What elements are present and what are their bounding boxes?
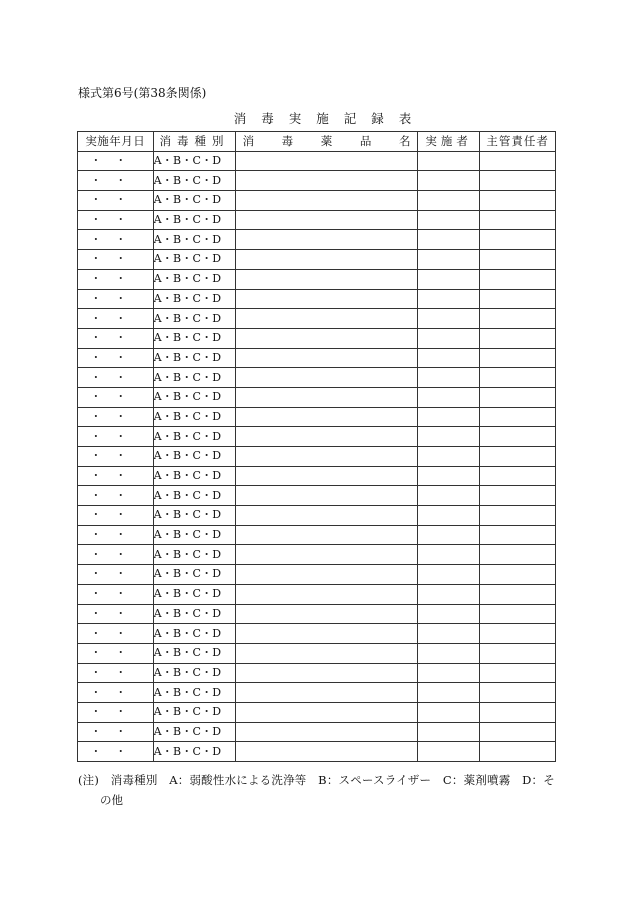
manager-cell[interactable] [480, 447, 556, 467]
type-cell[interactable]: A・B・C・D [153, 584, 236, 604]
manager-cell[interactable] [480, 407, 556, 427]
type-cell[interactable]: A・B・C・D [153, 702, 236, 722]
agent-cell[interactable] [236, 506, 418, 526]
manager-cell[interactable] [480, 525, 556, 545]
type-cell[interactable]: A・B・C・D [153, 368, 236, 388]
agent-cell[interactable] [236, 702, 418, 722]
agent-cell[interactable] [236, 427, 418, 447]
date-cell[interactable]: ・・ [78, 328, 154, 348]
date-cell[interactable]: ・・ [78, 368, 154, 388]
table-row [78, 427, 556, 447]
date-cell[interactable]: ・・ [78, 427, 154, 447]
table-row [78, 171, 556, 191]
agent-cell[interactable] [236, 151, 418, 171]
type-cell[interactable]: A・B・C・D [153, 604, 236, 624]
table-row [78, 328, 556, 348]
date-cell[interactable]: ・・ [78, 151, 154, 171]
type-cell[interactable]: A・B・C・D [153, 683, 236, 703]
agent-cell[interactable] [236, 210, 418, 230]
date-cell[interactable]: ・・ [78, 348, 154, 368]
type-cell[interactable]: A・B・C・D [153, 742, 236, 762]
agent-cell[interactable] [236, 447, 418, 467]
agent-cell[interactable] [236, 269, 418, 289]
table-header-row [78, 132, 556, 152]
table-row [78, 368, 556, 388]
type-cell[interactable]: A・B・C・D [153, 663, 236, 683]
agent-cell[interactable] [236, 683, 418, 703]
person-cell[interactable] [417, 387, 480, 407]
type-cell[interactable]: A・B・C・D [153, 486, 236, 506]
agent-cell[interactable] [236, 604, 418, 624]
agent-cell[interactable] [236, 230, 418, 250]
manager-cell[interactable] [480, 328, 556, 348]
agent-cell[interactable] [236, 368, 418, 388]
type-cell[interactable]: A・B・C・D [153, 722, 236, 742]
agent-cell[interactable] [236, 191, 418, 211]
table-row [78, 565, 556, 585]
manager-cell[interactable] [480, 565, 556, 585]
manager-cell[interactable] [480, 466, 556, 486]
type-cell[interactable]: A・B・C・D [153, 506, 236, 526]
manager-cell[interactable] [480, 683, 556, 703]
agent-cell[interactable] [236, 328, 418, 348]
table-row [78, 466, 556, 486]
manager-cell[interactable] [480, 584, 556, 604]
date-cell[interactable]: ・・ [78, 486, 154, 506]
person-cell[interactable] [417, 447, 480, 467]
manager-cell[interactable] [480, 604, 556, 624]
manager-cell[interactable] [480, 269, 556, 289]
type-cell[interactable]: A・B・C・D [153, 328, 236, 348]
table-row [78, 742, 556, 762]
type-cell[interactable]: A・B・C・D [153, 447, 236, 467]
table-row [78, 447, 556, 467]
footnote-line-1: (注) 消毒種別 A：弱酸性水による洗浄等 B：スペースライザー C：薬剤噴霧 D：そ [78, 773, 555, 787]
type-cell[interactable]: A・B・C・D [153, 545, 236, 565]
manager-cell[interactable] [480, 742, 556, 762]
table-row [78, 210, 556, 230]
agent-cell[interactable] [236, 545, 418, 565]
date-cell[interactable]: ・・ [78, 269, 154, 289]
person-cell[interactable] [417, 486, 480, 506]
table-row [78, 545, 556, 565]
table-row [78, 624, 556, 644]
form-number: 様式第6号(第38条関係) [78, 86, 207, 100]
agent-cell[interactable] [236, 643, 418, 663]
table-row [78, 407, 556, 427]
table-row [78, 643, 556, 663]
table-row [78, 506, 556, 526]
manager-cell[interactable] [480, 191, 556, 211]
agent-cell[interactable] [236, 722, 418, 742]
manager-cell[interactable] [480, 368, 556, 388]
manager-cell[interactable] [480, 171, 556, 191]
table-row [78, 722, 556, 742]
header-date: 実施年月日 [78, 132, 154, 152]
agent-cell[interactable] [236, 565, 418, 585]
person-cell[interactable] [417, 348, 480, 368]
manager-cell[interactable] [480, 210, 556, 230]
agent-cell[interactable] [236, 171, 418, 191]
type-cell[interactable]: A・B・C・D [153, 643, 236, 663]
table-row [78, 191, 556, 211]
person-cell[interactable] [417, 624, 480, 644]
date-cell[interactable]: ・・ [78, 722, 154, 742]
person-cell[interactable] [417, 643, 480, 663]
person-cell[interactable] [417, 604, 480, 624]
manager-cell[interactable] [480, 250, 556, 270]
person-cell[interactable] [417, 269, 480, 289]
person-cell[interactable] [417, 289, 480, 309]
manager-cell[interactable] [480, 348, 556, 368]
person-cell[interactable] [417, 250, 480, 270]
type-cell[interactable]: A・B・C・D [153, 427, 236, 447]
agent-cell[interactable] [236, 250, 418, 270]
table-body [78, 151, 556, 761]
type-cell[interactable]: A・B・C・D [153, 250, 236, 270]
table-row [78, 309, 556, 329]
date-cell[interactable]: ・・ [78, 643, 154, 663]
manager-cell[interactable] [480, 722, 556, 742]
table-row [78, 663, 556, 683]
person-cell[interactable] [417, 210, 480, 230]
table-row [78, 151, 556, 171]
type-cell[interactable]: A・B・C・D [153, 407, 236, 427]
type-cell[interactable]: A・B・C・D [153, 230, 236, 250]
manager-cell[interactable] [480, 387, 556, 407]
agent-cell[interactable] [236, 525, 418, 545]
person-cell[interactable] [417, 565, 480, 585]
agent-cell[interactable] [236, 486, 418, 506]
type-cell[interactable]: A・B・C・D [153, 565, 236, 585]
header-type: 消毒種別 [153, 132, 236, 152]
person-cell[interactable] [417, 722, 480, 742]
date-cell[interactable]: ・・ [78, 191, 154, 211]
type-cell[interactable]: A・B・C・D [153, 191, 236, 211]
person-cell[interactable] [417, 545, 480, 565]
person-cell[interactable] [417, 328, 480, 348]
person-cell[interactable] [417, 506, 480, 526]
type-cell[interactable]: A・B・C・D [153, 525, 236, 545]
footnote-line-2: の他 [100, 793, 123, 807]
manager-cell[interactable] [480, 545, 556, 565]
table-row [78, 387, 556, 407]
date-cell[interactable]: ・・ [78, 289, 154, 309]
date-cell[interactable]: ・・ [78, 210, 154, 230]
type-cell[interactable]: A・B・C・D [153, 151, 236, 171]
header-manager: 主管責任者 [480, 132, 556, 152]
manager-cell[interactable] [480, 506, 556, 526]
agent-cell[interactable] [236, 624, 418, 644]
agent-cell[interactable] [236, 387, 418, 407]
table-row [78, 525, 556, 545]
person-cell[interactable] [417, 466, 480, 486]
agent-cell[interactable] [236, 407, 418, 427]
date-cell[interactable]: ・・ [78, 230, 154, 250]
date-cell[interactable]: ・・ [78, 565, 154, 585]
table-row [78, 289, 556, 309]
date-cell[interactable]: ・・ [78, 525, 154, 545]
agent-cell[interactable] [236, 742, 418, 762]
type-cell[interactable]: A・B・C・D [153, 289, 236, 309]
table-row [78, 486, 556, 506]
manager-cell[interactable] [480, 151, 556, 171]
date-cell[interactable]: ・・ [78, 545, 154, 565]
agent-cell[interactable] [236, 289, 418, 309]
date-cell[interactable]: ・・ [78, 309, 154, 329]
table-row [78, 702, 556, 722]
date-cell[interactable]: ・・ [78, 407, 154, 427]
header-agent [236, 132, 418, 152]
manager-cell[interactable] [480, 663, 556, 683]
manager-cell[interactable] [480, 702, 556, 722]
person-cell[interactable] [417, 663, 480, 683]
table-row [78, 683, 556, 703]
person-cell[interactable] [417, 151, 480, 171]
date-cell[interactable]: ・・ [78, 683, 154, 703]
table-row [78, 250, 556, 270]
agent-cell[interactable] [236, 466, 418, 486]
manager-cell[interactable] [480, 643, 556, 663]
type-cell[interactable]: A・B・C・D [153, 387, 236, 407]
table-row [78, 604, 556, 624]
type-cell[interactable]: A・B・C・D [153, 171, 236, 191]
person-cell[interactable] [417, 742, 480, 762]
manager-cell[interactable] [480, 486, 556, 506]
person-cell[interactable] [417, 230, 480, 250]
header-agent-label: 消毒薬品名 [242, 134, 411, 149]
date-cell[interactable]: ・・ [78, 447, 154, 467]
date-cell[interactable]: ・・ [78, 171, 154, 191]
manager-cell[interactable] [480, 427, 556, 447]
type-cell[interactable]: A・B・C・D [153, 348, 236, 368]
type-cell[interactable]: A・B・C・D [153, 210, 236, 230]
date-cell[interactable]: ・・ [78, 584, 154, 604]
type-cell[interactable]: A・B・C・D [153, 269, 236, 289]
date-cell[interactable]: ・・ [78, 506, 154, 526]
table-row [78, 348, 556, 368]
manager-cell[interactable] [480, 230, 556, 250]
table-row [78, 230, 556, 250]
agent-cell[interactable] [236, 584, 418, 604]
manager-cell[interactable] [480, 289, 556, 309]
type-cell[interactable]: A・B・C・D [153, 466, 236, 486]
manager-cell[interactable] [480, 309, 556, 329]
disinfection-record-table [77, 131, 556, 762]
person-cell[interactable] [417, 525, 480, 545]
agent-cell[interactable] [236, 348, 418, 368]
table-row [78, 584, 556, 604]
table-row [78, 269, 556, 289]
date-cell[interactable]: ・・ [78, 624, 154, 644]
date-cell[interactable]: ・・ [78, 663, 154, 683]
person-cell[interactable] [417, 427, 480, 447]
date-cell[interactable]: ・・ [78, 702, 154, 722]
date-cell[interactable]: ・・ [78, 387, 154, 407]
person-cell[interactable] [417, 191, 480, 211]
person-cell[interactable] [417, 407, 480, 427]
document-title: 消毒実施記録表 [233, 111, 427, 126]
manager-cell[interactable] [480, 624, 556, 644]
date-cell[interactable]: ・・ [78, 466, 154, 486]
date-cell[interactable]: ・・ [78, 604, 154, 624]
agent-cell[interactable] [236, 663, 418, 683]
person-cell[interactable] [417, 309, 480, 329]
type-cell[interactable]: A・B・C・D [153, 309, 236, 329]
person-cell[interactable] [417, 171, 480, 191]
header-person: 実施者 [417, 132, 480, 152]
type-cell[interactable]: A・B・C・D [153, 624, 236, 644]
person-cell[interactable] [417, 584, 480, 604]
agent-cell[interactable] [236, 309, 418, 329]
person-cell[interactable] [417, 683, 480, 703]
person-cell[interactable] [417, 368, 480, 388]
date-cell[interactable]: ・・ [78, 742, 154, 762]
footnote [78, 770, 558, 810]
date-cell[interactable]: ・・ [78, 250, 154, 270]
person-cell[interactable] [417, 702, 480, 722]
